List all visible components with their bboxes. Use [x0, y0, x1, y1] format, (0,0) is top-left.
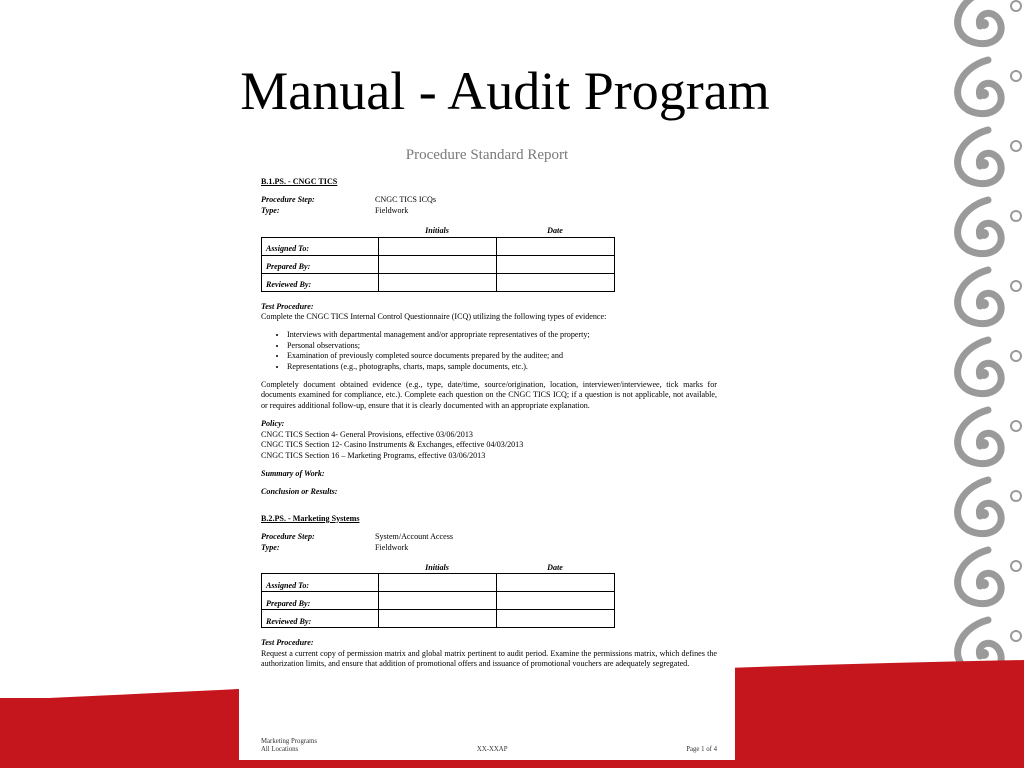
scroll-motif	[958, 410, 1021, 464]
type-row	[261, 206, 717, 216]
test-procedure-text: Request a current copy of permission matrix and global matrix pertinent to audit period. Examine the permissions matrix, which defines the authorization limits, and ensure that addition of promotional offers and issuance of promotional vouchers are adequately segregated.	[261, 648, 717, 669]
table-row	[262, 592, 615, 610]
list-item: • Examination of previously completed source documents prepared by the auditee; and	[287, 351, 717, 361]
field-label: Procedure Step:	[261, 532, 315, 542]
cell	[497, 273, 615, 291]
column-initials: Initials	[425, 226, 449, 236]
scroll-motif	[958, 270, 1021, 324]
footer-line2: All Locations	[261, 746, 299, 753]
test-procedure-label: Test Procedure:	[261, 301, 314, 311]
field-value: System/Account Access	[375, 532, 454, 542]
section-title: B.2.PS. - Marketing Systems	[261, 513, 360, 523]
evidence-list	[261, 330, 717, 372]
table-row	[262, 574, 615, 592]
procedure-step-row	[261, 195, 717, 205]
field-label: Type:	[261, 205, 280, 215]
row-label: Prepared By:	[262, 255, 379, 273]
procedure-step-row	[261, 532, 717, 542]
column-initials: Initials	[425, 562, 449, 572]
document-footer	[261, 738, 717, 754]
policy-item: CNGC TICS Section 4- General Provisions, effective 03/06/2013	[261, 429, 473, 439]
field-value: Fieldwork	[375, 542, 409, 552]
policy-item: CNGC TICS Section 12- Casino Instruments & Exchanges, effective 04/03/2013	[261, 440, 524, 450]
policy-label: Policy:	[261, 419, 285, 429]
scroll-motif	[958, 0, 1021, 44]
column-date: Date	[547, 226, 563, 236]
footer-code: XX-XXAP	[476, 746, 508, 753]
row-label: Reviewed By:	[262, 273, 379, 291]
test-procedure-intro: Complete the CNGC TICS Internal Control Questionnaire (ICQ) utilizing the following types of evidence:	[261, 312, 607, 322]
cell	[379, 273, 497, 291]
table-row	[262, 273, 615, 291]
table-row	[262, 610, 615, 628]
field-label: Procedure Step:	[261, 195, 315, 205]
signoff-columns	[378, 563, 717, 573]
document-body	[261, 177, 717, 670]
document-page	[239, 140, 735, 760]
slide-title: Manual - Audit Program	[240, 61, 770, 121]
scroll-motif	[958, 130, 1021, 184]
list-item: • Personal observations;	[287, 341, 717, 351]
table-row	[262, 237, 615, 255]
summary-label: Summary of Work:	[261, 468, 325, 478]
document-header: Procedure Standard Report	[405, 147, 569, 163]
cell	[379, 237, 497, 255]
field-label: Type:	[261, 542, 280, 552]
signoff-table	[261, 237, 615, 292]
type-row	[261, 543, 717, 553]
cell	[379, 592, 497, 610]
signoff-columns	[378, 226, 717, 236]
cell	[497, 574, 615, 592]
table-row	[262, 255, 615, 273]
field-value: Fieldwork	[375, 205, 409, 215]
scroll-motif	[958, 550, 1021, 604]
section-title: B.1.PS. - CNGC TICS	[261, 177, 338, 186]
row-label: Assigned To:	[262, 574, 379, 592]
footer-page-number: Page 1 of 4	[686, 746, 717, 753]
cell	[497, 255, 615, 273]
scroll-motif	[958, 480, 1021, 534]
policy-item: CNGC TICS Section 16 – Marketing Programs, effective 03/06/2013	[261, 450, 486, 460]
cell	[497, 592, 615, 610]
test-procedure-label: Test Procedure:	[261, 638, 314, 648]
footer-row	[261, 746, 717, 754]
row-label: Reviewed By:	[262, 610, 379, 628]
cell	[379, 610, 497, 628]
cell	[497, 610, 615, 628]
row-label: Prepared By:	[262, 592, 379, 610]
signoff-table	[261, 573, 615, 628]
field-value: CNGC TICS ICQs	[375, 195, 437, 205]
footer-line1: Marketing Programs	[261, 738, 318, 745]
scroll-motif	[958, 200, 1021, 254]
column-date: Date	[547, 562, 563, 572]
documentation-paragraph: Completely document obtained evidence (e.g., type, date/time, source/origination, location, interviewer/interviewee, tick marks for documents examined for compliance, etc.). Complete each question on the CNGC TICS ICQ; if a question is not applicable, not available, or requires additional follow-up, ensure that it is clearly documented with an appropriate explanation.	[261, 380, 717, 410]
cell	[497, 237, 615, 255]
cell	[379, 574, 497, 592]
list-item: • Interviews with departmental management and/or appropriate representatives of the property;	[287, 330, 717, 340]
conclusion-label: Conclusion or Results:	[261, 487, 338, 497]
row-label: Assigned To:	[262, 237, 379, 255]
cell	[379, 255, 497, 273]
list-item: • Representations (e.g., photographs, charts, maps, sample documents, etc.).	[287, 362, 717, 372]
scroll-motif	[958, 340, 1021, 394]
